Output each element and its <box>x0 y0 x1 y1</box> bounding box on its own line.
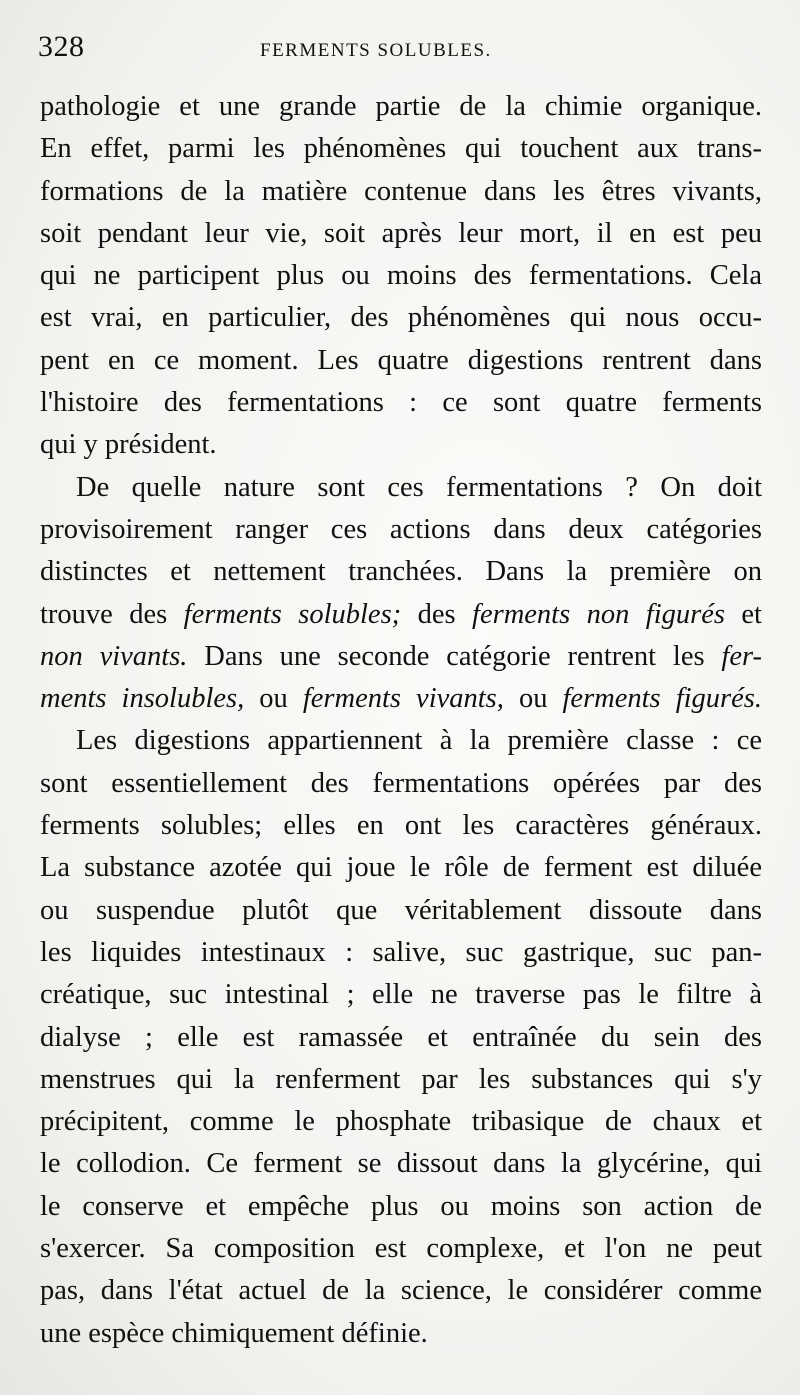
text-line: pathologie et une grande partie de la chimie organique. <box>40 91 762 122</box>
text-line-with-italics <box>40 636 762 678</box>
text-line: précipitent, comme le phosphate tribasique de chaux et <box>40 1106 762 1138</box>
text-line: les liquides intestinaux : salive, suc gastrique, suc pan- <box>40 936 762 968</box>
text-run: des <box>401 598 473 630</box>
italic-term: fer- <box>721 640 762 672</box>
text-line: ferments solubles; elles en ont les caractères généraux. <box>40 810 762 842</box>
text-line: distinctes et nettement tranchées. Dans la première on <box>40 556 762 588</box>
text-line: ou suspendue plutôt que véritablement dissoute dans <box>40 894 762 926</box>
running-head: FERMENTS SOLUBLES. <box>260 40 492 61</box>
paragraph-end-line: une espèce chimiquement définie. <box>40 1317 428 1349</box>
text-line: pas, dans l'état actuel de la science, le considérer comme <box>40 1275 762 1307</box>
text-line: sont essentiellement des fermentations opérées par des <box>40 767 762 799</box>
text-line: La substance azotée qui joue le rôle de ferment est diluée <box>40 852 762 884</box>
text-line: est vrai, en particulier, des phénomènes qui nous occu- <box>40 302 762 334</box>
body-text <box>40 86 762 1355</box>
paragraph-start-line: De quelle nature sont ces fermentations ? On doit <box>76 471 762 503</box>
paragraph-end-line: qui y président. <box>40 429 217 461</box>
italic-term: ferments figurés. <box>562 683 762 715</box>
text-line: le collodion. Ce ferment se dissout dans la glycérine, qui <box>40 1148 762 1180</box>
text-line: menstrues qui la renferment par les substances qui s'y <box>40 1063 762 1095</box>
italic-term: ments insolubles, <box>40 683 245 715</box>
text-line: formations de la matière contenue dans les êtres vivants, <box>40 175 762 207</box>
paragraph-start-line: Les digestions appartiennent à la première classe : ce <box>76 725 762 757</box>
text-line-with-italics <box>40 678 762 720</box>
text-line: créatique, suc intestinal ; elle ne traverse pas le filtre à <box>40 979 762 1011</box>
text-run: et <box>724 598 762 630</box>
text-line: dialyse ; elle est ramassée et entraînée du sein des <box>40 1021 762 1053</box>
text-run: trouve des <box>40 598 184 630</box>
italic-term: ferments solubles; <box>183 598 402 630</box>
text-line: soit pendant leur vie, soit après leur mort, il en est peu <box>40 217 762 249</box>
text-line: provisoirement ranger ces actions dans deux catégories <box>40 513 762 545</box>
page-number: 328 <box>38 30 85 63</box>
text-line: qui ne participent plus ou moins des fermentations. Cela <box>40 260 762 292</box>
text-line: s'exercer. Sa composition est complexe, et l'on ne peut <box>40 1233 762 1265</box>
text-run: ou <box>503 683 563 715</box>
italic-term: ferments vivants, <box>302 683 504 715</box>
text-line: pent en ce moment. Les quatre digestions rentrent dans <box>40 344 762 376</box>
text-line-with-italics <box>40 594 762 636</box>
italic-term: ferments non figurés <box>472 598 725 630</box>
text-run: Dans une seconde catégorie rentrent les <box>187 640 722 672</box>
text-run: ou <box>244 683 303 715</box>
italic-term: non vivants. <box>40 640 188 672</box>
page-header <box>38 30 738 70</box>
text-line: le conserve et empêche plus ou moins son action de <box>40 1190 762 1222</box>
text-line: En effet, parmi les phénomènes qui touchent aux trans- <box>40 133 762 165</box>
text-line: l'histoire des fermentations : ce sont quatre ferments <box>40 387 762 419</box>
